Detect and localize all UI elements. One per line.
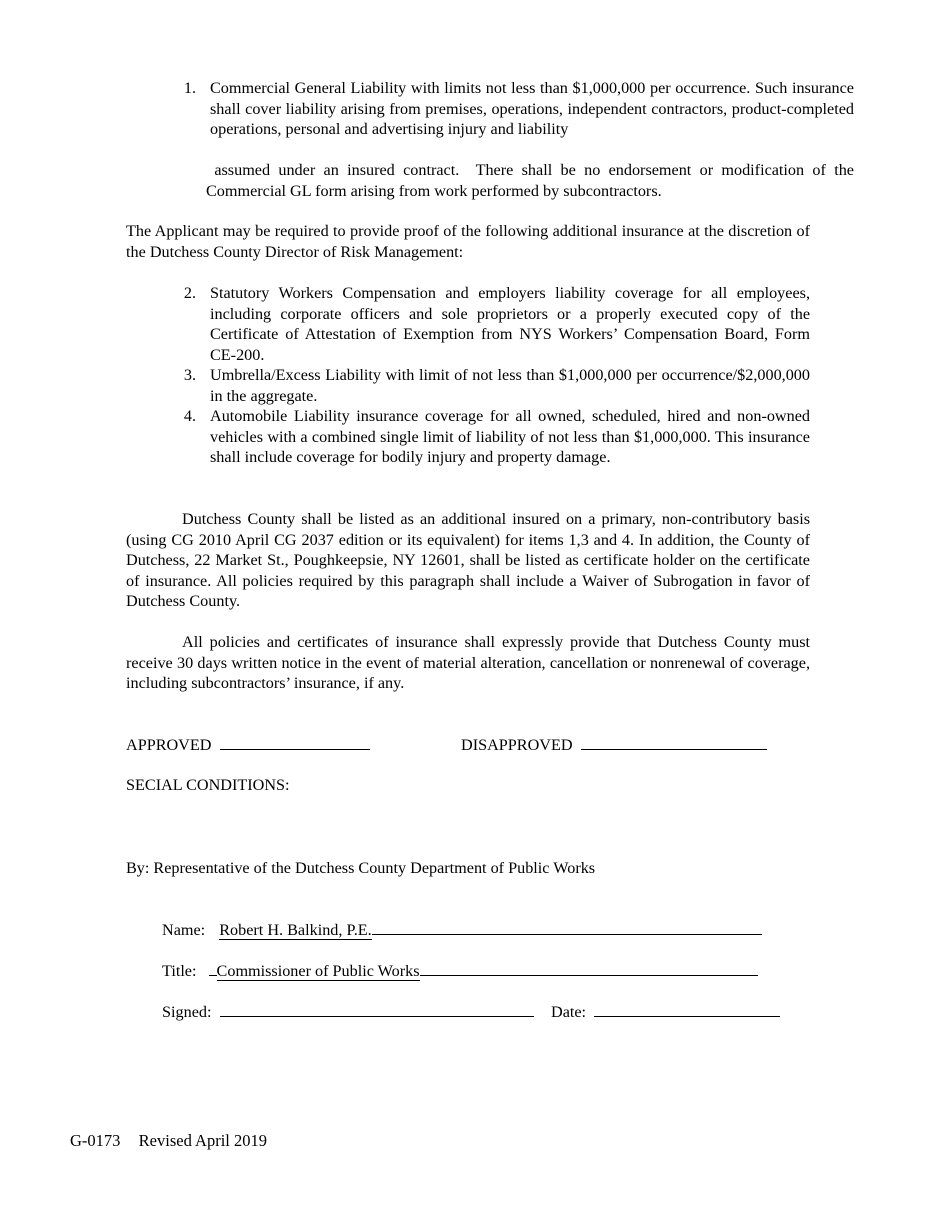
date-line[interactable] [594, 1001, 780, 1017]
title-line [420, 960, 758, 976]
list-number: 4. [183, 407, 196, 425]
list-item-1-continuation: assumed under an insured contract. There shall be no endorsement or modification of the Commercial GL form arising from work performed by subcontractors. [206, 161, 859, 200]
title-label: Title: [162, 962, 197, 980]
list-item-text: Statutory Workers Compensation and employers liability coverage for all employees, including corporate officers and sole proprietors or a properly executed copy of the Certificate of Attestation of Exemption from NYS Workers’ Compensation Board, Form CE-200. [210, 284, 810, 364]
approved-signature-line[interactable] [220, 734, 370, 750]
footer [70, 1131, 267, 1152]
additional-insured-paragraph: Dutchess County shall be listed as an additional insured on a primary, non-contributory basis (using CG 2010 April CG 2037 edition or its equivalent) for items 1,3 and 4. In addition, the County of Dutchess, 22 Market St., Poughkeepsie, NY 12601, shall be listed as certificate holder on the certificate of insurance. All policies required by this paragraph shall include a Waiver of Subrogation in favor of Dutchess County. [126, 510, 810, 610]
intro-paragraph: The Applicant may be required to provide proof of the following additional insurance at the discretion of the Dutchess County Director of Risk Management: [126, 222, 810, 261]
list-item-text: Commercial General Liability with limits not less than $1,000,000 per occurrence. Such insurance shall cover liability arising from premises, operations, independent contractors, product-completed operations, personal and advertising injury and liability [210, 79, 854, 138]
name-value: Robert H. Balkind, P.E. [219, 921, 372, 939]
list-item-text: Umbrella/Excess Liability with limit of not less than $1,000,000 per occurrence/$2,000,000 in the aggregate. [210, 366, 810, 405]
list-number: 1. [183, 79, 196, 97]
disapproved-label: DISAPPROVED [461, 736, 573, 754]
date-label: Date: [551, 1003, 587, 1021]
title-value: Commissioner of Public Works [216, 962, 420, 980]
list-number: 2. [183, 284, 196, 302]
approved-field [126, 734, 370, 756]
name-line [372, 919, 762, 935]
list-number: 3. [183, 366, 196, 384]
title-field [162, 960, 758, 982]
by-line: By: Representative of the Dutchess County Department of Public Works [126, 859, 596, 877]
signed-line[interactable] [220, 1001, 534, 1017]
disapproved-signature-line[interactable] [581, 734, 767, 750]
signed-field [162, 1001, 534, 1023]
list-item-text: Automobile Liability insurance coverage for all owned, scheduled, hired and non-owned vehicles with a combined single limit of liability of not less than $1,000,000. This insurance shall include coverage for bodily injury and property damage. [210, 407, 810, 466]
name-field [162, 919, 762, 941]
special-conditions-label: SECIAL CONDITIONS: [126, 776, 290, 794]
title-line-lead [209, 960, 217, 976]
disapproved-field [461, 734, 767, 756]
approved-label: APPROVED [126, 736, 212, 754]
revision-date: Revised April 2019 [138, 1131, 267, 1150]
date-field [551, 1001, 780, 1023]
signed-label: Signed: [162, 1003, 212, 1021]
notice-paragraph: All policies and certificates of insurance shall expressly provide that Dutchess County must receive 30 days written notice in the event of material alteration, cancellation or nonrenewal of coverage, including subcontractors’ insurance, if any. [126, 633, 810, 692]
name-label: Name: [162, 921, 206, 939]
form-number: G-0173 [70, 1131, 121, 1150]
